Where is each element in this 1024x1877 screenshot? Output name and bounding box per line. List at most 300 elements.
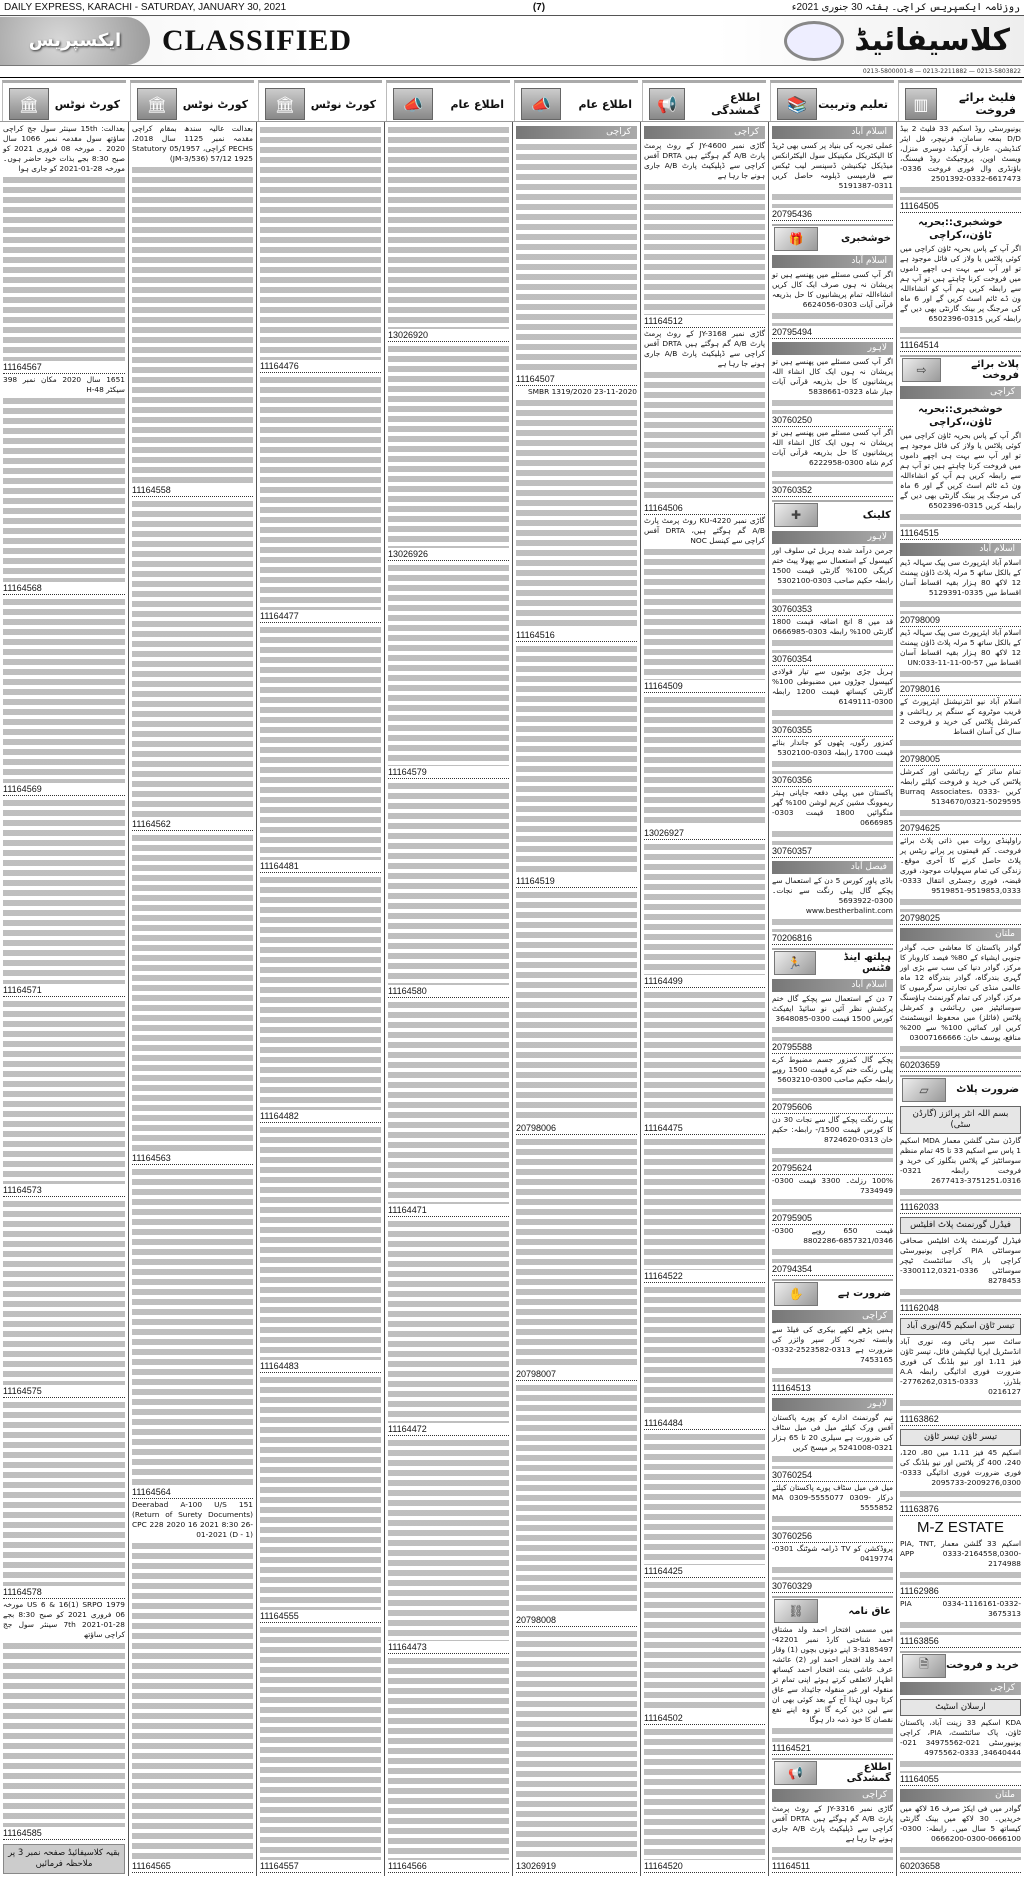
banner-title-english: CLASSIFIED [162, 23, 353, 57]
classified-ad [132, 1500, 253, 1873]
ad-text-block [3, 1400, 125, 1586]
classified-ad [772, 546, 893, 616]
ad-reference-number: 30760254 [772, 1470, 893, 1482]
ad-reference-number: 11164499 [644, 976, 765, 988]
ad-text: 100% رزلٹ۔ 3300 قیمت 0300-7334949 [772, 1175, 893, 1195]
ad-text: گوادر میں فی ایکڑ صرف 16 لاکھ میں خریدیں۔ 30 لاکھ میں بینک گارنٹی کیساتھ 5 سال میں۔ رابطہ: 0300-0666100-0300-0666200 [900, 1804, 1022, 1844]
courthouse-icon: 🏛 [265, 88, 305, 120]
ad-text-block [132, 1541, 253, 1860]
ad-text: گاڑی نمبر JY-3168 کے روٹ پرمٹ پارٹ A/B گم ہوگئے ہیں DRTA آفس کراچی سے ڈپلیکیٹ پارٹ A/B جاری ہونے جا رہا ہے [644, 328, 765, 368]
category-header [772, 1596, 893, 1624]
ad-text-block [260, 1625, 381, 1860]
city-bar: اسلام آباد [900, 543, 1021, 556]
classified-column [128, 122, 256, 1876]
ad-text-block [644, 1580, 765, 1713]
city-bar: اسلام آباد [772, 126, 893, 139]
classified-ad [3, 375, 125, 595]
express-logo: ایکسپریس [0, 17, 150, 65]
classified-ad [388, 124, 509, 342]
classified-ad [132, 832, 253, 1165]
ad-text: SMBR 1319/2020 23-11-2020 [527, 387, 637, 397]
column-header [386, 80, 510, 121]
classified-ad [260, 874, 381, 1123]
ad-text-block [644, 547, 765, 680]
ad-reference-number: 11164522 [644, 1271, 765, 1283]
ad-text-block [260, 875, 381, 1110]
category-label: کلینک [862, 509, 891, 521]
category-label: اطلاع گمشدگی [846, 1761, 891, 1784]
classified-ad [388, 343, 509, 561]
classified-ad [260, 1124, 381, 1373]
ad-text-block [516, 644, 637, 875]
ad-reference-number: 20795606 [772, 1102, 893, 1114]
ad-text-block [3, 1641, 125, 1827]
classified-ad [772, 738, 893, 788]
classified-ad [900, 1599, 1021, 1648]
classified-ad [772, 357, 893, 427]
ad-text: عملی تجربہ کی بنیاد پر کسی بھی ٹریڈ کا الیکٹریکل مکینیکل سول الیکٹرانکس میڈیکل ٹیکنیشن ڈسپنسر لیب ٹیکس سے فارمیسی ڈپلومہ حاصل کریں 0311-5191387 [772, 141, 893, 190]
ad-text-block [900, 325, 1021, 340]
ad-text-block [772, 1197, 893, 1213]
classified-ad [900, 836, 1021, 925]
ad-text-block [516, 142, 637, 373]
ad-text-block [516, 1629, 637, 1860]
city-bar: لاہور [772, 531, 893, 544]
column-header-label: فلیٹ برائے فروخت [959, 91, 1016, 117]
classified-column [768, 122, 896, 1876]
ad-text: کمزور رگوں، پٹھوں کو جاندار بنائے قیمت 1700 رابطہ 0303-5302100 [772, 737, 893, 757]
classified-ad [644, 141, 765, 328]
plot-icon: ▱ [902, 1078, 946, 1102]
column-header [642, 80, 766, 121]
ad-reference-number: 11164567 [3, 362, 125, 374]
ad-text: اگر آپ کسی مسئلے میں پھنسے ہیں تو پریشان نہ ہوں صرف ایک کال کریں انشاءاللہ تمام پریشانیوں کا حل بذریعہ قرآنی آیات 0303-6624056 [772, 269, 893, 309]
classified-column [384, 122, 512, 1876]
magnifying-glass-icon [784, 21, 844, 61]
ad-text-block [644, 370, 765, 503]
ad-text: اگر آپ کے پاس بحریہ ٹاؤن کراچی میں کوئی پلاٹس یا ولاز کی فائل موجود ہے تو اور آپ سے بہت ہی اچھے داموں میں فروخت کرنا چاہتے ہیں تو آپ ہم سے رابطہ کریں ہم آپ کو انشاءاللہ ون ڈے ٹائم اسٹ کریں گے اور 6 ماہ کی مرجنگ پر بینک گارنٹی بھی دیں گے رابطہ کریں 0315-6502396 [900, 243, 1022, 323]
ad-text: یونیورسٹی روڈ اسکیم 33 فلیٹ 2 بیڈ D/D بمعہ سامان، فرنیچر، فل ایئر کنڈیشن، عارف آرکیڈ، دوسری منزل، ویسٹ اوپن، پروجیکٹ روڈ فیسنگ، باؤنڈری وال فوری فروخت 0336-6617473-0332-2501392 [900, 124, 1021, 183]
ad-text-block [388, 563, 509, 767]
banner-title-urdu: کلاسیفائیڈ [854, 23, 1010, 58]
classified-ad [516, 387, 637, 642]
ad-text-block [644, 1727, 765, 1860]
ad-text-block [900, 1570, 1021, 1585]
classified-ad [644, 1136, 765, 1283]
classified-column [640, 122, 768, 1876]
category-label: خوشخبری [841, 233, 891, 245]
ad-text-block [900, 897, 1021, 912]
category-label: خرید و فروخت [946, 1660, 1019, 1672]
classified-ad [900, 943, 1021, 1072]
ad-text-block [132, 1167, 253, 1486]
ad-reference-number: 11164055 [900, 1774, 1021, 1786]
classified-ad [388, 1437, 509, 1655]
classified-ad [132, 1166, 253, 1499]
ad-reference-number: 11164568 [3, 583, 125, 595]
ad-heading: خوشخبری::بحریہ ٹاؤن،،کراچی [918, 216, 1003, 241]
category-header [772, 1279, 893, 1307]
ad-reference-number: 11164562 [132, 819, 253, 831]
classified-column [256, 122, 384, 1876]
classified-ad [900, 1448, 1021, 1517]
ad-text-block [260, 1375, 381, 1610]
ad-text: اگر آپ کسی مسئلے میں پھنسے ہیں تو پریشان نہ ہوں ایک کال انشاء اللہ پریشانیوں کا حل بذریعہ قرآنی آیات کرم شاہ 0300-6222958 [772, 427, 893, 467]
ad-text-block [900, 1845, 1021, 1860]
column-header-label: کورٹ نوٹس [182, 97, 248, 111]
classified-ad [772, 876, 893, 946]
ad-reference-number: 60203659 [900, 1060, 1021, 1072]
classified-ad [516, 1382, 637, 1627]
category-header [772, 224, 893, 252]
classified-ad [772, 270, 893, 340]
ad-reference-number: 30760329 [772, 1581, 893, 1593]
documents-icon: 🗎 [902, 1654, 946, 1678]
ad-text-block [132, 165, 253, 484]
advertiser-box: تیسر ٹاؤن اسکیم 45/نوری آباد [900, 1318, 1021, 1335]
column-header-label: اطلاع عام [450, 97, 504, 111]
classified-ad [516, 141, 637, 386]
ad-reference-number: 11164471 [388, 1205, 509, 1217]
classified-ad [772, 1115, 893, 1175]
ad-reference-number: 11164521 [772, 1743, 893, 1755]
ad-text-block [900, 738, 1021, 753]
classified-ad [900, 1539, 1021, 1598]
ad-text-block [772, 192, 893, 208]
classified-ad [644, 694, 765, 841]
ad-reference-number: 11164573 [3, 1185, 125, 1197]
ad-text-block [388, 781, 509, 985]
category-header [772, 948, 893, 976]
classified-ad [644, 329, 765, 516]
ad-reference-number: 11164507 [516, 374, 637, 386]
ad-text-block [3, 175, 125, 361]
classified-ad [644, 1726, 765, 1873]
ad-reference-number: 11164511 [772, 1861, 893, 1873]
ad-text-block [772, 398, 893, 414]
page-number: (7) [532, 2, 546, 13]
classified-ad [900, 244, 1021, 353]
classified-ad [260, 124, 381, 373]
ad-reference-number: 11164569 [3, 784, 125, 796]
ad-reference-number: 20798009 [900, 615, 1021, 627]
ad-reference-number: 11163856 [900, 1636, 1021, 1648]
broken-chain-icon: ⛓ [774, 1599, 818, 1623]
ad-text-block [3, 396, 125, 582]
ad-reference-number: 11164563 [132, 1153, 253, 1165]
ad-reference-number: 11163876 [900, 1504, 1021, 1516]
date-line-urdu: روزنامہ ایکسپریس کراچی۔ ہفتہ 30 جنوری 2021ء [791, 2, 1020, 13]
category-header [900, 1075, 1021, 1103]
ad-text: اسلام آباد نیو انٹرنیشنل ایئرپورٹ کے قریب موٹروے کے سنگم پر رہائشی و کمرشل پلاٹس کی خرید و فروخت 2 سال کی آسان اقساط [900, 697, 1021, 737]
classified-ad [900, 628, 1021, 697]
ad-text: ہمیں پڑھے لکھے بیکری کی فیلڈ سے وابستہ تجربہ کار سپر وائزر کی ضرورت ہے 0313-2523582-0332-7453165 [772, 1324, 893, 1364]
advertiser-box: ارسلان اسٹیٹ [900, 1699, 1021, 1716]
ad-text-block [388, 1438, 509, 1642]
ad-reference-number: 11162986 [900, 1586, 1021, 1598]
classified-ad [388, 999, 509, 1217]
ad-reference-number: 13026927 [644, 828, 765, 840]
ad-reference-number: 11164566 [388, 1861, 509, 1873]
ad-text-block [772, 1247, 893, 1263]
classified-column [0, 122, 128, 1876]
city-bar: ملتان [900, 928, 1021, 941]
ad-text-block [772, 469, 893, 485]
classified-ad [260, 374, 381, 623]
classified-ad [644, 516, 765, 693]
ad-text: ہربل جڑی بوٹیوں سے تیار فولادی کیپسول جوڑوں میں مضبوطی 100% گارنٹی کیساتھ قیمت 1200 رابطہ 0300-6149111 [772, 667, 893, 707]
ad-text-block [772, 587, 893, 603]
ad-reference-number: 20798005 [900, 754, 1021, 766]
ad-text-block [900, 808, 1021, 823]
ad-text: پچکے گال کمزور جسم مضبوط کرے پیلی رنگت ختم کرے قیمت 1500 روپے رابطہ حکیم صاحب 0300-5603210 [772, 1054, 894, 1084]
classified-ad [644, 989, 765, 1136]
classified-ad [516, 1136, 637, 1381]
column-header [770, 80, 894, 121]
ad-text: KDA اسکیم 33 زینت آباد، پاکستان ٹاؤن، پاک سائنٹسٹ، PIA، کراچی یونیورسٹی 021-34975562 021-34640444, 0333-4975562 [900, 1717, 1021, 1757]
classified-ad [772, 617, 893, 667]
ad-text: باڈی پاور کورس 5 دن کے استعمال سے پچکے گال پیلی رنگت سے نجات۔ 0300-5693922 www.bestherbalint.com [772, 875, 893, 915]
classified-ad [772, 667, 893, 737]
column-header-label: کورٹ نوٹس [54, 97, 120, 111]
classified-column [512, 122, 640, 1876]
city-bar: لاہور [772, 1398, 893, 1411]
ad-text-block [772, 708, 893, 724]
ad-text-block [772, 1726, 893, 1742]
ad-reference-number: 20795905 [772, 1213, 893, 1225]
ad-text-block [772, 917, 893, 933]
column-header [258, 80, 382, 121]
city-bar: اسلام آباد [772, 979, 893, 992]
classified-ad [3, 1600, 125, 1840]
ad-text: بعدالت: 15th سینئر سول جج کراچی ساؤتھ سول مقدمہ نمبر 1066 سال 2020 ۔ مورخہ 08 فروری 2021 کو صبح 8:30 بجے بذات خود حاضر ہوں۔ مورخہ 28-01-2021 کو جاری ہوا [3, 124, 126, 173]
classified-ad [772, 1325, 893, 1395]
ad-reference-number: 20795624 [772, 1163, 893, 1175]
ad-text-block [772, 1086, 893, 1102]
ad-text-block [388, 125, 509, 329]
ad-reference-number: 11164571 [3, 985, 125, 997]
classified-columns [0, 122, 1024, 1876]
ad-text: سائٹ سپر ہائی وے، نوری آباد انڈسٹریل ایریا لیکیشن فائل، تیسر ٹاؤن فیز 1،11 اور نیو بلڈنگ کی فوری ضرورت فوری ادائیگی رابطہ A.A بلڈرز، 0333-2776262,0315-0216127 [900, 1337, 1021, 1397]
classified-ad [3, 797, 125, 997]
ad-reference-number: 20795494 [772, 327, 893, 339]
ad-reference-number: 30760353 [772, 604, 893, 616]
ad-text-block [516, 1137, 637, 1368]
ad-reference-number: 20795588 [772, 1042, 893, 1054]
ad-text: اسلام آباد ایئرپورٹ سی پیک سہالہ ڈیم کے بالکل ساتھ 5 مرلہ پلاٹ ڈاؤن پیمنٹ 12 لاکھ 80 ہزار بقیہ اقساط آسان اقساط میں UN:033-11-11-00-57 [900, 627, 1021, 667]
ad-text-block [132, 499, 253, 818]
ad-text: گاڑی نمبر JY-3316 کے روٹ پرمٹ پارٹ A/B گم ہوگئے ہیں DRTA آفس کراچی سے ڈپلیکیٹ پارٹ A/B جاری ہونے جا رہا ہے [772, 1803, 893, 1843]
ad-text-block [260, 125, 381, 360]
continued-note: بقیہ کلاسیفائیڈ صفحہ نمبر 3 پر ملاحظہ فرمائیں [3, 1844, 125, 1874]
megaphone-icon: 📢 [649, 88, 685, 120]
classified-ad [644, 1579, 765, 1726]
ad-text-block [260, 625, 381, 860]
ad-text-block [644, 1432, 765, 1565]
ad-text-block [3, 1199, 125, 1385]
books-icon: 📚 [777, 88, 817, 120]
classified-ad [772, 1625, 893, 1755]
ad-reference-number: 20795436 [772, 209, 893, 221]
rates-strip: 0213-5803822 — 0213-2211882 — 0213-5800001-8 [0, 66, 1024, 78]
ad-text: گارڈن سٹی گلشن معمار MDA اسکیم 1 پاس سے اسکیم 33 تا 45 تمام منظم سوسائٹیز کے پلاٹس بنگلوز کی خرید و فروخت رابطہ 0321-3751251،0316-2677413 [900, 1135, 1022, 1185]
ad-text-block [900, 599, 1021, 614]
classified-ad [900, 1337, 1021, 1426]
column-header-label: اطلاع گمشدگی [711, 91, 760, 117]
classified-ad [900, 1718, 1021, 1787]
for-sale-sign-icon: ⇨ [902, 358, 941, 382]
ad-text: قد میں 8 انچ اضافہ قیمت 1800 گارنٹی 100% رابطہ 0303-0666985 [772, 616, 893, 636]
ad-text-block [388, 344, 509, 548]
city-bar: اسلام آباد [772, 255, 893, 268]
ad-reference-number: 11164520 [644, 1861, 765, 1873]
advertiser-box: فیڈرل گورنمنٹ پلاٹ افلیٹس [900, 1217, 1021, 1234]
classified-ad [516, 643, 637, 888]
column-headers [0, 80, 1024, 122]
ad-reference-number: 11164578 [3, 1587, 125, 1599]
classified-ad [772, 1176, 893, 1226]
ad-text-block [772, 311, 893, 327]
column-header-label: اطلاع عام [578, 97, 632, 111]
ad-reference-number: 11164580 [388, 986, 509, 998]
ad-text-block [644, 695, 765, 828]
megaphone-icon: 📢 [774, 1761, 817, 1785]
ad-reference-number: 20798006 [516, 1123, 637, 1135]
advertiser-box: بسم اللہ انٹر پرائزز (گارڈن سٹی) [900, 1106, 1021, 1134]
ad-reference-number: 11164477 [260, 611, 381, 623]
classified-column [896, 122, 1024, 1876]
ad-text-block [644, 182, 765, 315]
ad-reference-number: 13026920 [388, 330, 509, 342]
ad-text-block [644, 1137, 765, 1270]
category-label: پلاٹ برائے فروخت [971, 359, 1019, 382]
ad-reference-number: 11164475 [644, 1123, 765, 1135]
classified-ad [3, 998, 125, 1198]
ad-text: گاڑی نمبر JY-4600 کے روٹ پرمٹ پارٹ A/B گم ہوگئے ہیں DRTA آفس کراچی سے ڈپلیکیٹ پارٹ A/B جاری ہونے جا رہا ہے [644, 141, 765, 180]
ad-text-block [900, 1398, 1021, 1413]
medical-cross-icon: ✚ [774, 503, 818, 527]
ad-reference-number: 13026919 [516, 1861, 637, 1873]
ad-reference-number: 20798008 [516, 1615, 637, 1627]
classified-ad [772, 141, 893, 221]
ad-text-block [772, 1025, 893, 1041]
city-bar: کراچی [900, 386, 1021, 399]
ad-reference-number: 11164484 [644, 1418, 765, 1430]
ad-text-block [772, 1845, 893, 1861]
category-header [772, 500, 893, 528]
ad-text-block [516, 890, 637, 1121]
ad-reference-number: 11162033 [900, 1202, 1021, 1214]
city-bar: کراچی [772, 1789, 893, 1802]
ad-text-block [900, 1759, 1021, 1774]
ad-text-block [644, 990, 765, 1123]
classified-ad [644, 1284, 765, 1431]
ad-text: بعدالت عالیہ سندھ بمقام کراچی مقدمہ نمبر 1125 سال 2018، PECHS کراچی، Statutory 05/1957 (JM-3/536) 57/12 1925 [132, 124, 254, 163]
classified-ad [260, 624, 381, 873]
classified-ad [644, 1431, 765, 1578]
ad-text: گاڑی نمبر KU-4220 روٹ پرمٹ پارٹ A/B گم ہوگئے ہیں، DRTA آفس کراچی سے کینسل NOC [644, 516, 765, 546]
ad-reference-number: 11164476 [260, 361, 381, 373]
classified-ad [132, 124, 253, 497]
ad-text-block [772, 1146, 893, 1162]
classified-ad [388, 562, 509, 780]
ad-text-block [388, 1000, 509, 1204]
classified-ad [516, 1628, 637, 1873]
ad-text: قیمت 650 روپے 0300-6857321/0346-8802286 [772, 1226, 893, 1246]
ad-text: پیلی رنگت پچکے گال سے نجات 30 دن کا کورس قیمت 1500/- رابطہ: حکیم خان 0313-8724620 [772, 1115, 893, 1145]
ad-text-block [900, 1620, 1021, 1635]
ad-reference-number: 13026926 [388, 549, 509, 561]
city-bar: کراچی [772, 1310, 893, 1323]
city-bar: کراچی [516, 126, 637, 139]
building-icon: ▥ [905, 88, 937, 120]
ad-reference-number: 60203658 [900, 1861, 1021, 1873]
classified-ad [516, 889, 637, 1134]
ad-text-block [644, 842, 765, 975]
ad-text: 1651 سال 2020 مکان نمبر 398 سیکٹر 48-H [3, 374, 126, 394]
column-header [514, 80, 638, 121]
courthouse-icon: 🏛 [137, 88, 177, 120]
ad-reference-number: 11164519 [516, 876, 637, 888]
ad-reference-number: 11164473 [388, 1642, 509, 1654]
ad-reference-number: 11162048 [900, 1303, 1021, 1315]
column-header [130, 80, 254, 121]
classified-ad [900, 1136, 1021, 1215]
ad-text: نیم گورنمنٹ ادارے کو پورے پاکستان آفس ورک کیلئے میل فی میل سٹاف کی ضرورت ہے سیلری 20 تا 65 ہزار 0321-5241008 پر میسج کریں [772, 1412, 893, 1452]
classified-ad [900, 767, 1021, 836]
gift-icon: 🎁 [774, 227, 818, 251]
category-label: ہیلتھ اینڈ فٹنس [843, 952, 891, 975]
column-header [898, 80, 1022, 121]
ad-reference-number: 11164514 [900, 340, 1021, 352]
column-header [2, 80, 126, 121]
ad-reference-number: 11164557 [260, 1861, 381, 1873]
city-bar: فیصل آباد [772, 861, 893, 874]
ad-text: اسکیم 33 گلشن معمار PIA, TNT, APP 0333-2164558,0300-2174988 [900, 1539, 1021, 1569]
ad-reference-number: 20794625 [900, 823, 1021, 835]
column-header-label: تعلیم وتربیت [818, 97, 888, 111]
announcer-icon: 📣 [521, 88, 561, 120]
category-header [900, 1651, 1021, 1679]
ad-text-block [3, 597, 125, 783]
classified-ad [3, 1399, 125, 1599]
ad-text-block [260, 375, 381, 610]
ad-text-block [132, 833, 253, 1152]
ad-reference-number: 11164481 [260, 861, 381, 873]
column-header-label: کورٹ نوٹس [310, 97, 376, 111]
classified-ad [3, 1198, 125, 1398]
ad-reference-number: 30760352 [772, 485, 893, 497]
ad-reference-number: 70206816 [772, 933, 893, 945]
category-header [900, 355, 1021, 383]
fitness-icon: 🏃 [774, 951, 816, 975]
ad-reference-number: 11164513 [772, 1383, 893, 1395]
ad-text: جرمن درآمد شدہ ہربل ٹی سلوف اور کیپسول کے استعمال سے پھولا پیٹ ختم کریگی 100% گارنٹی قیمت 1500 رابطہ حکیم صاحب 0303-5302100 [772, 546, 893, 586]
ad-text-block [900, 1044, 1021, 1059]
ad-text: اگر آپ کسی مسئلے میں پھنسے ہیں تو پریشان نہ ہوں ایک کال انشاء اللہ پریشانیوں کا حل بذریعہ قرآنی آیات جبار شاہ 0323-5838661 [772, 357, 893, 397]
ad-text: اگر آپ کے پاس بحریہ ٹاؤن کراچی میں کوئی پلاٹس یا ولاز کی فائل موجود ہے تو اور آپ سے بہت ہی اچھے داموں میں فروخت کرنا چاہتے ہیں تو آپ ہم سے رابطہ کریں ہم آپ کو انشاءاللہ ون ڈے ٹائم اسٹ کریں گے اور 6 ماہ کی مرجنگ پر بینک گارنٹی بھی دیں گے رابطہ کریں 0315-6502396 [900, 431, 1022, 511]
city-bar: لاہور [772, 342, 893, 355]
ad-reference-number: 11164564 [132, 1487, 253, 1499]
ad-text-block [3, 798, 125, 984]
ad-reference-number: 11164502 [644, 1713, 765, 1725]
ad-reference-number: 11164558 [132, 485, 253, 497]
help-wanted-icon: ✋ [774, 1282, 818, 1306]
ad-reference-number: 11164585 [3, 1828, 125, 1840]
classified-ad [900, 558, 1021, 627]
ad-text: US 6 & 16(1) SRPO 1979 مورخہ 06 فروری 2021 کو صبح 8:30 بجے 28-01-2021 7th سینئر سول جج کراچی ساؤتھ [3, 1600, 126, 1640]
ad-text: میل فی میل سٹاف پورے پاکستان کیلئے درکار MA 0309-5555077 0309-5555852 [772, 1483, 893, 1513]
